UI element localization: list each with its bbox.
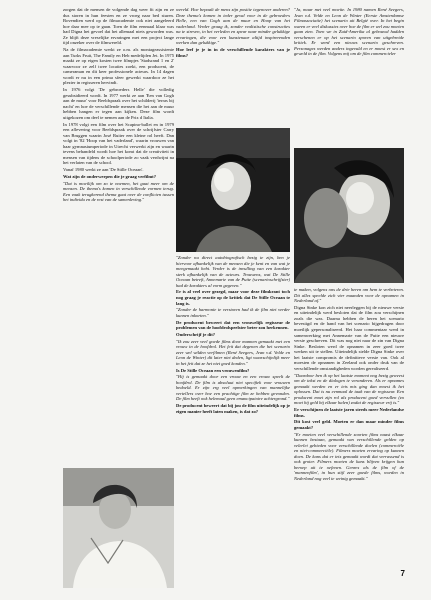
- question: Is De Stille Oceaan een vrouwenfilm?: [176, 367, 250, 373]
- paragraph: Digna Sinke kon zich niet neerleggen bij de nieuwe versie en uiteindelijk werd besloten dat de film zou verschijnen zoals die was. Daarna hebben de heren het scenario bevestigd en de hand van het scenario bijgedragen door moeilijk gepersonaliseerd. Het haar commentaar werd in samenwerking met Annemarie van de Putte een nieuwe versie geschreven. Dit was nog niet naar de zin van Digna Sinke. Besloten werd de opnamen in zeer goed twee werken uit te stellen. Uiteindelijk stelde Digna Sinke over het laatste compromis de definitieve versie van. Ook al moesten de opnamen in Zeeland ook onder druk van de verschillende omstandigheden worden gerealiseerd.: [294, 304, 404, 371]
- film-still-woman-photo: [63, 468, 174, 588]
- paragraph: Na de filmacademie werkt ze o.m. als montageassistente aan Turks Fruit, The Family en Heb medelijden Jet. In 1975 maakt ze op eigen kosten twee filmpjes 'Stadsrand 1 en 2' waarvoor ze zelf twee locaties zoekt, een producent, de cameraman en dit keer professionele acteurs. In 14 dagen wordt er nu in een prima sfeer gewerkt waardoor ze het plezier in regisseren hervindt.: [63, 47, 174, 86]
- paragraph: zorgen dat de mensen de volgende dag weer fit zijn en ze dus storen in hun feesten en ze vroeg naar bed sturen. Bovendien werd op de filmacademie ook niet aangeleerd hoe daar mee op te gaan. Toen de film eenmaal klaar was had Digna het gevoel dat het allemaal niets geworden was. Ze blijft deze vreselijke ervaringen met een project lange tijd onzeker over de filmwereld.: [63, 7, 174, 46]
- paragraph: In 1978 volgt een film over het Scapino-ballet en in 1979 een aflevering voor Beeldspraak over de schrijfster Carry van Bruggen waarin José Ruiter een kleine rol heeft. Dan volgt in '82 'Hoop van het vaderland', waarin vrouwen van haar gymnasiumperiode in Utrecht verwerkt zijn en waarin tevens behandeld wordt hoe het komt dat de creativiteit in mensen van tijdens de schoolperiode zo vaak verdwijnt na het verlaten van de school.: [63, 121, 174, 166]
- question: Hoe leef je je in in de verschillende karakters van je films?: [176, 47, 290, 58]
- article-column-2-lower: [176, 255, 290, 415]
- answer: "Zonder de harmonie te verstoren had ik de film niet verder kunnen inkorten.": [176, 307, 290, 318]
- photo-caption: "Zonder nu direct autobiografisch bezig te zijn, ben je hiervoor afhankelijk van de mensen die je kent en van wat je meegemaakt hebt. Verder is de invulling van een karakter sterk afhankelijk van de acteurs. Trouwens, wat De Stille Oceaan betreft, Annemarie van de Putte (scenarioschrijfster) had de karakters al vorm gegeven.": [176, 255, 290, 288]
- answer: te maken, volgens ons de drie heren om hem te verbeteren. Dit alles speelde zich vier maanden voor de opnamen in Nederland af.": [294, 287, 404, 304]
- answer: "Ik zou zeer veel goede films door mannen gemaakt met een vrouw in de hoofdrol. Het feit dat degenen die het scenario zeer wel wilden verfilmen (René Seegers, Jean v.d. Velde en Leon de Winter) dit later niet deden, ligt waarschijnlijk meer in het feit dat ze het niet goed konden.": [176, 338, 290, 366]
- film-still-photo: [176, 128, 290, 252]
- question: Wat zijn de onderwerpen die je graag verfilmt?: [63, 173, 157, 179]
- question: Onderschrijf je dit?: [176, 331, 216, 337]
- answer: "Ja, maar met veel moeite. In 1980 namen René Seegers, Jean v.d. Velde en Leon de Winter (Eerste Amsterdamse Filmassociatie) het scenario uit België over. In het begin waren er veel diskussies over hoe de film er wel zou moeten gaan zien. Toen we in Zuid-Amerika al gebouwd hadden verschenen er op het scenario sporen van uitgebreide kritiek. Er werd een nieuws scenario geschreven. Personages werden anders ingevuld en er moest er sex en geweld in de film. Volgens mij om de film commercieler: [294, 7, 404, 57]
- answer: "Dat is moeilijk om zo te noemen, het gaat meer om de mensen. De thema's komen in verschillende vormen terug. Een vaak terugkerend thema gaat over de conflicten tussen het individu en de rest van de samenleving.": [63, 180, 174, 203]
- article-column-1: [63, 7, 174, 204]
- question: Er verschijnen de laatste jaren steeds meer Nederlandse films.: [294, 407, 404, 418]
- question: Dit kost veel geld. Moeten er dan maar minder films gemaakt?: [294, 419, 404, 430]
- paragraph: Vanaf 1980 werkt ze aan 'De Stille Oceaan'.: [63, 167, 144, 173]
- answer: wereld. Hoe bepaalt de mens zijn positie tegenover anderen? Deze thema's komen in ieder geval voor in de gebroeders Helle, een van Gogh aan de muur en Hoop van het vaderland. Verder graag ik, zonder realistische constructies na te streven, in het verleden en spear naar minder gelukkige ervaringen, die voor een kunstenaar altijd inspirerenden werken dan gelukkige.": [176, 7, 290, 46]
- page-number: 7: [400, 569, 405, 578]
- article-column-2: [176, 7, 290, 59]
- question: Er is al veel over gezegd, maar voor deze filmkrant toch nog graag je reactie op de kritiek dat De Stille Oceaan te lang is.: [176, 289, 290, 306]
- question: De producent beweert dat bij jou de film uiteindelijk op je eigen manier heeft laten maken, is dat zo?: [176, 403, 290, 414]
- article-column-3-lower: [294, 287, 404, 483]
- article-column-3: [294, 7, 404, 58]
- answer: "Er moeten veel verschillende soorten films naast elkaar kunnen bestaan, gemaakt van verschillende gelden op velerlei gebieden voor verschillende doelen (commerciële en niet-commerciële). Filmers moeten ervaring op kunnen doen. De kans dat er iets gemaakt wordt dat verrassend is ook groter. Filmers moeten de kans blijven krijgen hun beroep uit te oefenen. Genres als de film of de 'mannenfilm', in hun stijl zeer goede films, worden in Nederland nog veel te weinig gemaakt.": [294, 431, 404, 481]
- film-still-couple-photo: [294, 148, 404, 283]
- answer: "Hij is gemaakt door een vrouw en een vrouw speelt de hoofdrol. De film is absoluut niet specifiek voor vrouwen bedoeld. Er zijn erg veel opmerkingen van mannelijke vertellers over hoe een prachtige film ze hebben gevonden. De film heeft ook helemaal geen emancipatoire achtergrond.": [176, 374, 290, 402]
- question: De producent beweert dat een vrouwelijk regisseur de problemen van de hoofdrolspeelster beter zou herkennen.: [176, 319, 290, 331]
- answer: "Daardoor ben ik op het laatste moment nog bezig geweest om de tekst en de dialogen te veranderen. Als er opnames gemaakt werden en er iets mis ging dan moest ik het oplossen. Dat is nu eenmaal de taak van de regisseur. Een producent moet zijn rol als producent goed vervullen (zo moet hij geld bij elkaar halen) zodat de regisseur vrij is.": [294, 372, 404, 406]
- paragraph: In 1976 volgt 'De gebroeders Helle' die volledig gesubsidieerd wordt. In 1977 werkt ze aan 'Een van Gogh aan de muur' voor Beeldspraak over het schilderij 'terras bij nacht' en hoe de verschillende mensen die het aan de muur hebben hangen er tegen aan kijken. Deze film wordt uitgekozen om deel te nemen aan de Prix d Italia.: [63, 87, 174, 120]
